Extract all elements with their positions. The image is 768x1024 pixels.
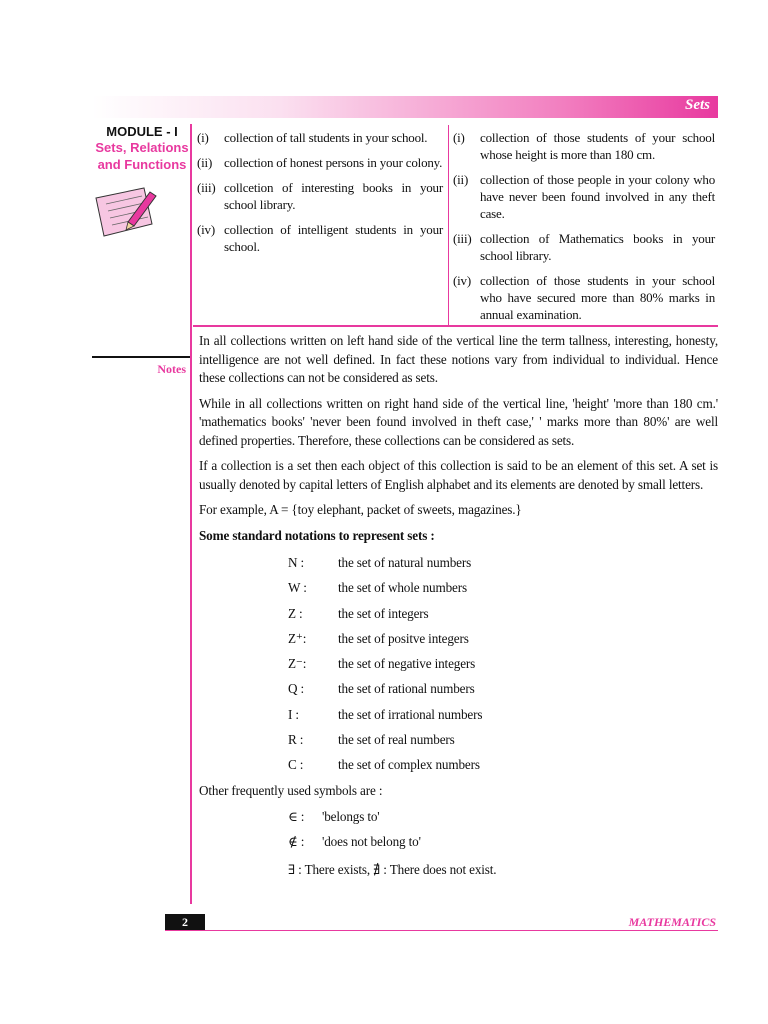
notation-row: N : the set of natural numbers [288,555,472,570]
list-item: (iv) collection of intelligent students in your school. [197,222,443,254]
list-item: (iii) collcetion of interesting books in your school library. [197,180,443,212]
list-item: (ii) collection of those people in your colony who have never been found involved in any theft case. [453,172,715,221]
symbol-row: ∈ : 'belongs to' [288,809,380,825]
left-column [197,129,443,263]
notation-row: W : the set of whole numbers [288,580,467,596]
module-subtitle-line2: and Functions [97,157,187,172]
sidebar [92,124,190,376]
list-item: (i) collection of those students of your school whose height is more than 180 cm. [453,130,715,162]
table-divider [448,125,449,325]
notation-heading: Some standard notations to represent sets : [199,527,435,543]
chapter-title: Sets [684,97,710,113]
page-number: 2 [165,914,205,930]
paragraph: In all collections written on left hand side of the vertical line the term tallness, interesting, honesty, intelligence are not well defined. In fact these notions vary from individual to individual. Hence these collections can not be considered as sets. [199,333,718,385]
footer [165,914,718,931]
list-item: (iv) collection of those students in your school who have secured more than 80% marks in annual examination. [453,273,715,322]
notation-row: I : the set of irrational numbers [288,706,483,722]
other-symbols-heading: Other frequently used symbols are : [199,782,383,798]
notepad-pencil-icon [92,184,162,240]
list-item: (i) collection of tall students in your school. [197,130,428,145]
paragraph: While in all collections written on right hand side of the vertical line, 'height' 'more than 180 cm.' 'mathematics books' 'never been found involved in theft case,' ' marks more than 80%' are well defined properties. Therefore, these collections can be considered as sets. [199,395,718,448]
margin-rule [190,124,192,904]
notation-row: R : the set of real numbers [288,732,455,748]
header-bar [92,96,718,118]
notation-row: C : the set of complex numbers [288,757,480,773]
notation-row: Z⁺: the set of positve integers [288,630,469,646]
symbol-row: ∉ : 'does not belong to' [288,834,421,850]
comparison-table [193,125,718,327]
module-subtitle-line1: Sets, Relations [95,140,189,155]
notes-label: Notes [157,362,186,376]
footer-title: MATHEMATICS [628,915,716,929]
notation-row: Z⁻: the set of negative integers [288,656,476,672]
list-item: (iii) collection of Mathematics books in your school library. [453,231,715,263]
notation-row: Z : the set of integers [288,605,429,621]
paragraph: If a collection is a set then each object of this collection is said to be an element of this set. A set is usually denoted by capital letters of English alphabet and its elements are denoted by small letters. [199,458,718,492]
notation-row: Q : the set of rational numbers [288,681,475,697]
right-column [453,129,715,331]
sidebar-divider [92,356,190,358]
list-item: (ii) collection of honest persons in your colony. [197,155,443,170]
example-line: For example, A = {toy elephant, packet of sweets, magazines.} [199,502,522,517]
exists-line: ∃ : There exists, ∄ : There does not exist. [288,862,497,878]
module-label: MODULE - I [106,124,178,139]
main-content [199,332,718,880]
